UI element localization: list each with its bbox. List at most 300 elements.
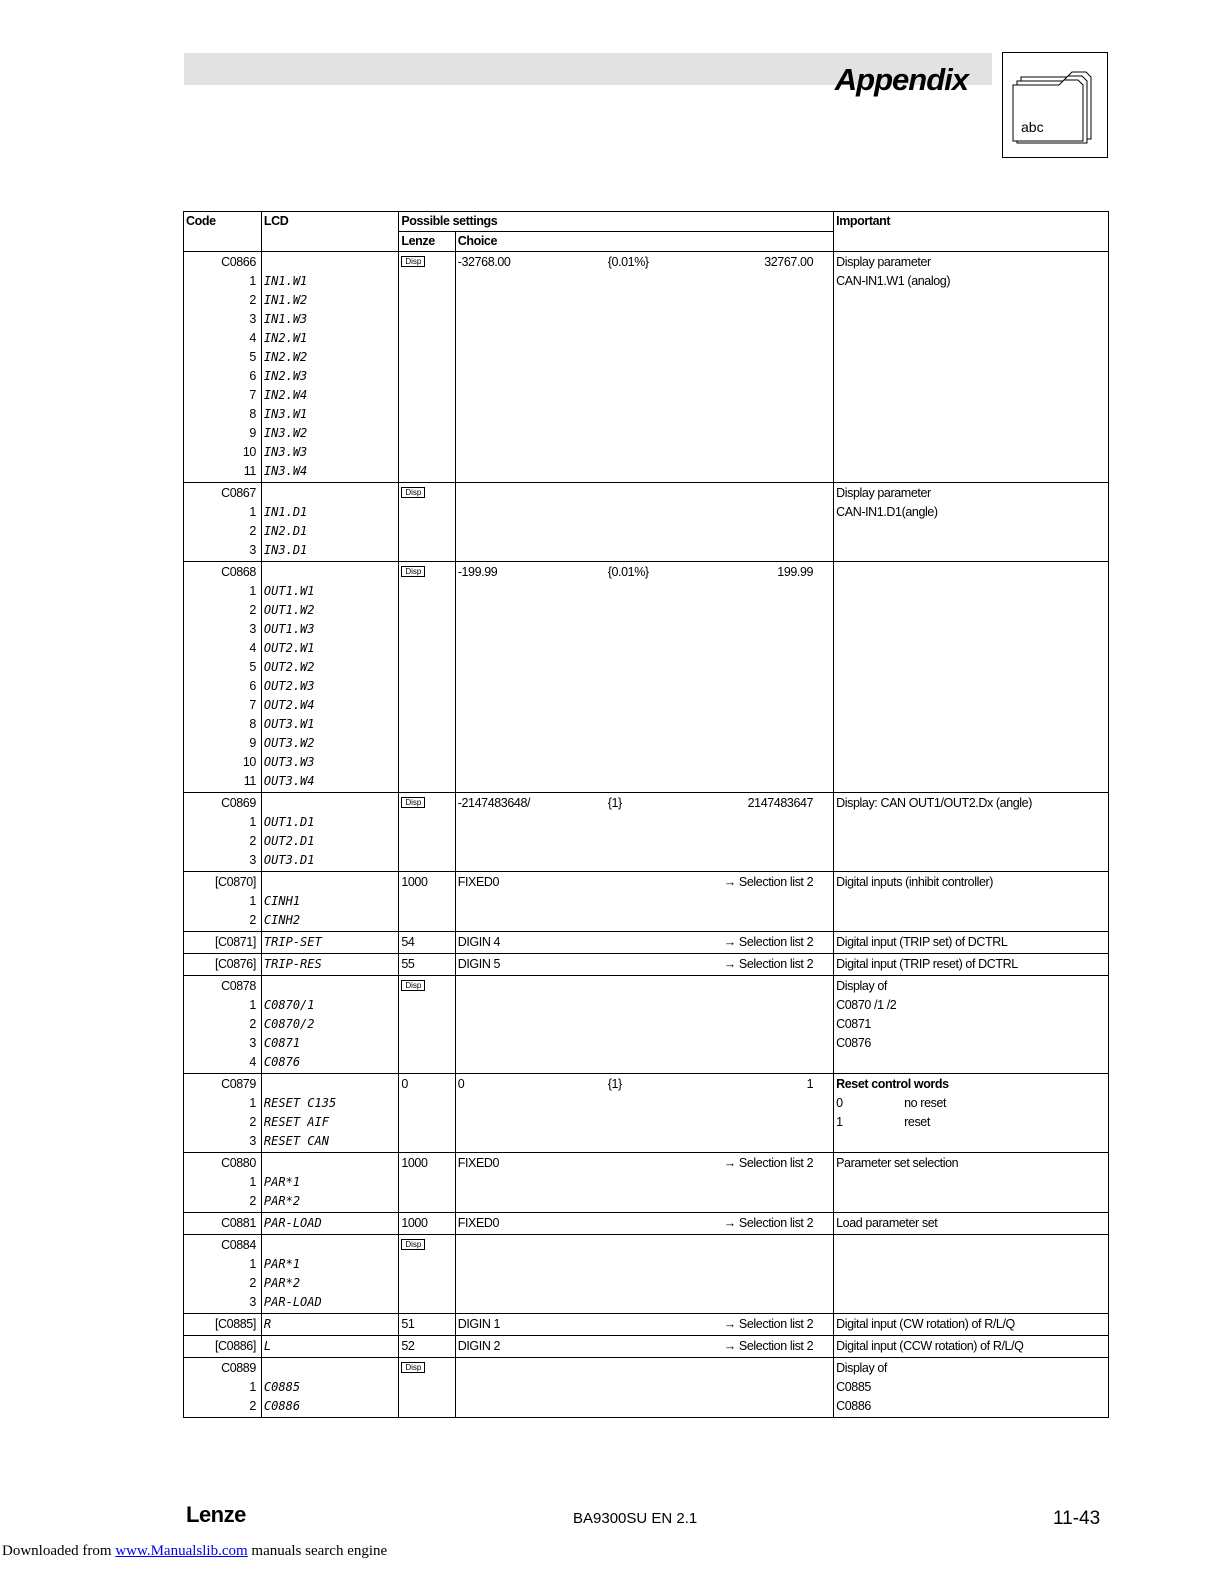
subcode: 1 (249, 1175, 256, 1189)
lcd-text: RESET CAN (263, 1134, 329, 1148)
important-text: Parameter set selection (836, 1156, 959, 1170)
choice-max: 1 (806, 1077, 814, 1091)
lcd-text: OUT1.W1 (263, 584, 315, 598)
important-text: C0876 (836, 1036, 871, 1050)
lcd-text: OUT2.W3 (263, 679, 315, 693)
lcd-text: CINH2 (263, 913, 301, 927)
lcd-text: R (263, 1317, 272, 1331)
lcd-text: C0885 (263, 1380, 301, 1394)
choice-line (458, 1236, 831, 1255)
choice-cell (455, 932, 833, 954)
lenze-value: 1000 (401, 875, 428, 889)
choice-step: {1} (607, 1077, 622, 1091)
subcode: 1 (249, 1257, 256, 1271)
disp-badge: Disp (401, 797, 425, 808)
subcode: 5 (249, 660, 256, 674)
subcode: 2 (249, 1194, 256, 1208)
choice-line (458, 873, 831, 892)
choice-cell (455, 872, 833, 932)
choice-min: DIGIN 2 (457, 1339, 501, 1353)
choice-cell (455, 1235, 833, 1314)
subcode: 3 (249, 1036, 256, 1050)
lcd-cell (261, 1358, 398, 1418)
important-kv (836, 1094, 1106, 1113)
selection-list-ref: → Selection list 2 (723, 935, 814, 949)
choice-line (458, 933, 831, 952)
important-text: Load parameter set (836, 1216, 938, 1230)
lcd-cell (261, 954, 398, 976)
important-text: Digital input (CW rotation) of R/L/Q (836, 1317, 1015, 1331)
header-possible-settings: Possible settings (399, 212, 834, 232)
choice-line (458, 1337, 831, 1356)
code-cell (184, 1153, 262, 1213)
lenze-value: 55 (401, 957, 415, 971)
subcode: 6 (249, 369, 256, 383)
code-cell (184, 1358, 262, 1418)
important-cell (834, 1153, 1109, 1213)
selection-list-ref: → Selection list 2 (723, 1216, 814, 1230)
subcode: 8 (249, 717, 256, 731)
important-text: Digital input (TRIP set) of DCTRL (836, 935, 1008, 949)
disp-badge: Disp (401, 487, 425, 498)
lcd-spacer (264, 253, 396, 272)
subcode: 3 (249, 1134, 256, 1148)
lenze-value: 1000 (401, 1216, 428, 1230)
lenze-value: 52 (401, 1339, 415, 1353)
lcd-text: C0871 (263, 1036, 301, 1050)
subcode: 7 (249, 388, 256, 402)
code-cell (184, 562, 262, 793)
choice-cell (455, 252, 833, 483)
subcode: 1 (249, 815, 256, 829)
parameter-code: C0880 (221, 1156, 256, 1170)
lcd-cell (261, 483, 398, 562)
subcode: 2 (249, 1399, 256, 1413)
subcode: 4 (249, 641, 256, 655)
subcode: 4 (249, 331, 256, 345)
subcode: 10 (242, 755, 256, 769)
subcode: 9 (249, 426, 256, 440)
parameter-code: C0868 (221, 565, 256, 579)
lcd-text: C0870/2 (263, 1017, 315, 1031)
table-row (184, 483, 1109, 562)
selection-list-ref: → Selection list 2 (723, 957, 814, 971)
lcd-cell (261, 793, 398, 872)
table-row (184, 872, 1109, 932)
lcd-text: PAR*1 (263, 1257, 301, 1271)
lcd-text: OUT3.W2 (263, 736, 315, 750)
code-cell (184, 793, 262, 872)
choice-cell (455, 562, 833, 793)
lcd-cell (261, 872, 398, 932)
lcd-cell (261, 1074, 398, 1153)
table-row (184, 1153, 1109, 1213)
choice-cell (455, 483, 833, 562)
lcd-cell (261, 1314, 398, 1336)
parameter-code: C0881 (221, 1216, 256, 1230)
important-text: Digital input (CCW rotation) of R/L/Q (836, 1339, 1024, 1353)
lcd-spacer (264, 977, 396, 996)
lcd-cell (261, 932, 398, 954)
important-cell (834, 1213, 1109, 1235)
parameter-code: C0879 (221, 1077, 256, 1091)
lcd-cell (261, 976, 398, 1074)
code-cell (184, 1235, 262, 1314)
lcd-spacer (264, 484, 396, 503)
lcd-text: IN3.W4 (263, 464, 308, 478)
kv-value: no reset (904, 1096, 947, 1110)
kv-key: 1 (836, 1115, 843, 1129)
lenze-value: 54 (401, 935, 415, 949)
lcd-text: IN1.D1 (263, 505, 308, 519)
lcd-text: OUT1.D1 (263, 815, 315, 829)
code-cell (184, 1074, 262, 1153)
lenze-cell (399, 1358, 455, 1418)
subcode: 2 (249, 1115, 256, 1129)
header-important: Important (834, 212, 1109, 252)
subcode: 1 (249, 1096, 256, 1110)
subcode: 2 (249, 524, 256, 538)
important-text: Display: CAN OUT1/OUT2.Dx (angle) (836, 796, 1033, 810)
code-cell (184, 1336, 262, 1358)
choice-min: -2147483648/ (457, 796, 531, 810)
section-tab-icon (1002, 52, 1108, 158)
lcd-text: OUT3.D1 (263, 853, 315, 867)
subcode: 6 (249, 679, 256, 693)
parameter-code: [C0870] (214, 875, 256, 889)
important-cell (834, 1314, 1109, 1336)
lcd-text: PAR-LOAD (263, 1295, 322, 1309)
table-row (184, 1213, 1109, 1235)
lcd-text: IN2.W2 (263, 350, 308, 364)
choice-line (458, 1154, 831, 1173)
subcode: 3 (249, 312, 256, 326)
brand-logo: Lenze (186, 1502, 246, 1527)
important-cell (834, 793, 1109, 872)
lcd-spacer (264, 1236, 396, 1255)
table-row (184, 793, 1109, 872)
lcd-text: IN2.W1 (263, 331, 308, 345)
important-text: Digital inputs (inhibit controller) (836, 875, 994, 889)
important-cell (834, 1235, 1109, 1314)
lenze-cell (399, 483, 455, 562)
code-cell (184, 954, 262, 976)
choice-line (458, 253, 831, 272)
subcode: 1 (249, 584, 256, 598)
parameter-code: C0866 (221, 255, 256, 269)
important-text: C0870 /1 /2 (836, 998, 897, 1012)
important-text: Display parameter (836, 255, 931, 269)
important-cell (834, 252, 1109, 483)
page-title: Appendix (834, 62, 968, 97)
subcode: 3 (249, 1295, 256, 1309)
choice-cell (455, 793, 833, 872)
choice-min: DIGIN 4 (457, 935, 501, 949)
table-row (184, 252, 1109, 483)
parameter-code: [C0871] (214, 935, 256, 949)
code-cell (184, 932, 262, 954)
lcd-text: IN2.W3 (263, 369, 308, 383)
choice-cell (455, 1074, 833, 1153)
lcd-text: IN1.W1 (263, 274, 308, 288)
lenze-cell (399, 932, 455, 954)
lcd-text: IN1.W3 (263, 312, 308, 326)
subcode: 8 (249, 407, 256, 421)
lenze-cell (399, 1235, 455, 1314)
choice-max: 2147483647 (747, 796, 814, 810)
table-row (184, 976, 1109, 1074)
subcode: 5 (249, 350, 256, 364)
lcd-text: L (263, 1339, 272, 1353)
choice-line (458, 794, 831, 813)
subcode: 3 (249, 543, 256, 557)
code-cell (184, 483, 262, 562)
lcd-text: OUT3.W4 (263, 774, 315, 788)
lenze-cell (399, 976, 455, 1074)
choice-line (458, 977, 831, 996)
lenze-value: 1000 (401, 1156, 428, 1170)
tab-label: abc (1021, 119, 1044, 135)
lcd-text: IN3.D1 (263, 543, 308, 557)
choice-line (458, 484, 831, 503)
lcd-text: OUT2.W2 (263, 660, 315, 674)
lenze-cell (399, 252, 455, 483)
important-text: Display of (836, 1361, 888, 1375)
subcode: 1 (249, 894, 256, 908)
subcode: 11 (243, 464, 256, 478)
parameter-code: C0889 (221, 1361, 256, 1375)
lenze-cell (399, 1213, 455, 1235)
important-text: Display of (836, 979, 888, 993)
lenze-cell (399, 1314, 455, 1336)
subcode: 2 (249, 603, 256, 617)
download-prefix: Downloaded from (2, 1543, 116, 1559)
table-row (184, 1314, 1109, 1336)
lcd-text: PAR*2 (263, 1194, 301, 1208)
code-cell (184, 1314, 262, 1336)
important-text: CAN-IN1.D1(angle) (836, 505, 938, 519)
choice-line (458, 1315, 831, 1334)
subcode: 1 (249, 274, 256, 288)
code-cell (184, 976, 262, 1074)
parameter-code: C0878 (221, 979, 256, 993)
choice-min: DIGIN 1 (457, 1317, 501, 1331)
lcd-text: RESET AIF (263, 1115, 329, 1129)
subcode: 1 (249, 1380, 256, 1394)
lcd-cell (261, 562, 398, 793)
choice-min: -199.99 (457, 565, 498, 579)
lcd-text: OUT1.W3 (263, 622, 315, 636)
subcode: 11 (243, 774, 256, 788)
lcd-text: IN2.W4 (263, 388, 308, 402)
choice-cell (455, 1314, 833, 1336)
table-row (184, 562, 1109, 793)
important-text: Display parameter (836, 486, 931, 500)
lcd-text: TRIP-SET (263, 935, 322, 949)
table-row (184, 954, 1109, 976)
choice-max: 199.99 (777, 565, 814, 579)
choice-line (458, 1359, 831, 1378)
choice-cell (455, 1336, 833, 1358)
important-text: Digital input (TRIP reset) of DCTRL (836, 957, 1018, 971)
lcd-text: OUT1.W2 (263, 603, 315, 617)
kv-value: reset (904, 1115, 930, 1129)
table-row (184, 1336, 1109, 1358)
lcd-cell (261, 1235, 398, 1314)
table-row (184, 1358, 1109, 1418)
subcode: 3 (249, 622, 256, 636)
choice-step: {0.01%} (607, 255, 649, 269)
lcd-cell (261, 1213, 398, 1235)
parameter-code: [C0886] (214, 1339, 256, 1353)
selection-list-ref: → Selection list 2 (723, 1317, 814, 1331)
choice-min: FIXED0 (457, 875, 500, 889)
choice-line (458, 955, 831, 974)
disp-badge: Disp (401, 566, 425, 577)
lenze-cell (399, 1336, 455, 1358)
choice-cell (455, 1358, 833, 1418)
choice-min: -32768.00 (457, 255, 511, 269)
table-row (184, 1074, 1109, 1153)
lcd-text: IN3.W1 (263, 407, 308, 421)
lcd-text: IN3.W2 (263, 426, 308, 440)
lcd-text: IN1.W2 (263, 293, 308, 307)
important-cell (834, 954, 1109, 976)
header-lenze: Lenze (399, 232, 455, 252)
lcd-text: OUT3.W1 (263, 717, 315, 731)
important-text: CAN-IN1.W1 (analog) (836, 274, 951, 288)
lcd-text: CINH1 (263, 894, 301, 908)
disp-badge: Disp (401, 980, 425, 991)
subcode: 2 (249, 913, 256, 927)
lcd-cell (261, 252, 398, 483)
code-cell (184, 872, 262, 932)
lcd-text: OUT3.W3 (263, 755, 315, 769)
parameter-code: C0867 (221, 486, 256, 500)
important-cell (834, 932, 1109, 954)
choice-step: {1} (607, 796, 622, 810)
important-text: C0871 (836, 1017, 871, 1031)
choice-min: 0 (457, 1077, 465, 1091)
lcd-cell (261, 1153, 398, 1213)
subcode: 10 (242, 445, 256, 459)
lcd-spacer (264, 563, 396, 582)
important-title: Reset control words (836, 1077, 949, 1091)
subcode: 7 (249, 698, 256, 712)
manualslib-link[interactable]: www.Manualslib.com (115, 1543, 248, 1559)
subcode: 2 (249, 1276, 256, 1290)
choice-cell (455, 1153, 833, 1213)
lenze-cell (399, 872, 455, 932)
parameter-code: [C0876] (214, 957, 256, 971)
subcode: 3 (249, 853, 256, 867)
lcd-text: OUT2.W4 (263, 698, 315, 712)
header-code: Code (184, 212, 262, 252)
code-cell (184, 1213, 262, 1235)
subcode: 9 (249, 736, 256, 750)
lenze-cell (399, 562, 455, 793)
choice-min: DIGIN 5 (457, 957, 501, 971)
important-text: C0885 (836, 1380, 871, 1394)
lcd-spacer (264, 794, 396, 813)
table-row (184, 932, 1109, 954)
important-cell (834, 976, 1109, 1074)
parameter-code: C0869 (221, 796, 256, 810)
choice-step: {0.01%} (607, 565, 649, 579)
choice-max: 32767.00 (764, 255, 814, 269)
lcd-text: C0870/1 (263, 998, 315, 1012)
lcd-spacer (264, 1075, 396, 1094)
subcode: 2 (249, 834, 256, 848)
lenze-value: 51 (401, 1317, 415, 1331)
important-cell (834, 1358, 1109, 1418)
lcd-spacer (264, 1359, 396, 1378)
choice-cell (455, 954, 833, 976)
lenze-cell (399, 1153, 455, 1213)
important-cell (834, 1074, 1109, 1153)
lcd-spacer (264, 873, 396, 892)
lenze-value: 0 (401, 1077, 408, 1091)
important-cell (834, 872, 1109, 932)
header-lcd: LCD (261, 212, 398, 252)
important-cell (834, 483, 1109, 562)
lcd-cell (261, 1336, 398, 1358)
lcd-spacer (264, 1154, 396, 1173)
choice-min: FIXED0 (457, 1156, 500, 1170)
disp-badge: Disp (401, 256, 425, 267)
lcd-text: TRIP-RES (263, 957, 322, 971)
lcd-text: C0876 (263, 1055, 301, 1069)
lcd-text: IN2.D1 (263, 524, 308, 538)
important-text: C0886 (836, 1399, 871, 1413)
lcd-text: IN3.W3 (263, 445, 308, 459)
choice-cell (455, 976, 833, 1074)
disp-badge: Disp (401, 1362, 425, 1373)
lcd-text: PAR*1 (263, 1175, 301, 1189)
choice-line (458, 1214, 831, 1233)
lcd-text: RESET C135 (263, 1096, 337, 1110)
lenze-cell (399, 1074, 455, 1153)
lcd-text: OUT2.D1 (263, 834, 315, 848)
lcd-text: C0886 (263, 1399, 301, 1413)
selection-list-ref: → Selection list 2 (723, 1339, 814, 1353)
lcd-text: OUT2.W1 (263, 641, 315, 655)
subcode: 1 (249, 998, 256, 1012)
lcd-text: PAR-LOAD (263, 1216, 322, 1230)
table-body (184, 252, 1109, 1418)
subcode: 2 (249, 1017, 256, 1031)
choice-cell (455, 1213, 833, 1235)
choice-min: FIXED0 (457, 1216, 500, 1230)
subcode: 2 (249, 293, 256, 307)
disp-badge: Disp (401, 1239, 425, 1250)
choice-line (458, 1075, 831, 1094)
table-row (184, 1235, 1109, 1314)
choice-line (458, 563, 831, 582)
lcd-text: PAR*2 (263, 1276, 301, 1290)
code-cell (184, 252, 262, 483)
header-choice: Choice (455, 232, 833, 252)
parameter-code: [C0885] (214, 1317, 256, 1331)
subcode: 4 (249, 1055, 256, 1069)
lenze-cell (399, 954, 455, 976)
parameter-code: C0884 (221, 1238, 256, 1252)
download-suffix: manuals search engine (247, 1543, 388, 1559)
important-kv (836, 1113, 1106, 1132)
important-cell (834, 1336, 1109, 1358)
page-number: 11-43 (1053, 1508, 1101, 1529)
download-note (2, 1543, 387, 1560)
